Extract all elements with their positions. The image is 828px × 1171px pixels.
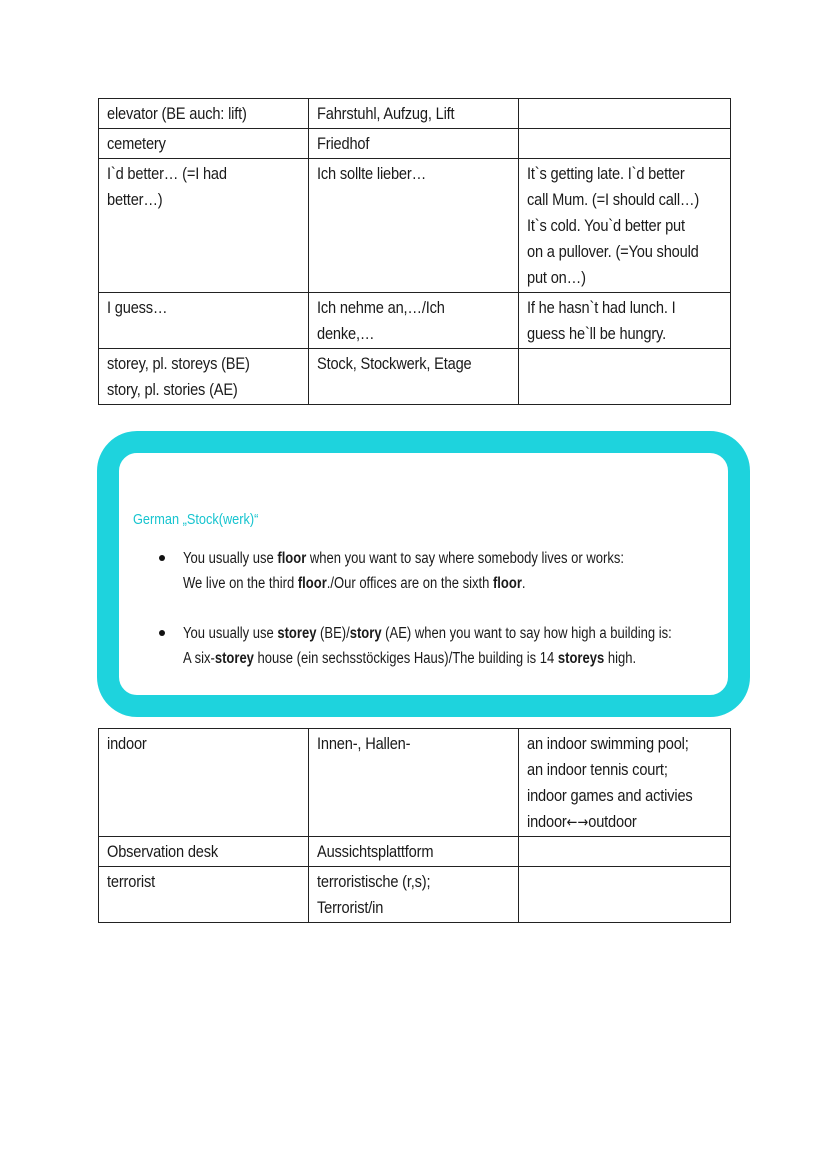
table-row (99, 99, 731, 129)
english-term: Observation desk (99, 837, 309, 867)
vocabulary-table-2 (98, 728, 731, 923)
bullet-line: We live on the third floor./Our offices are on the sixth floor. (183, 575, 526, 592)
english-term: cemetery (99, 129, 309, 159)
left-right-arrows-icon: ←→ (566, 813, 589, 831)
german-translation: Ich nehme an,…/Ich denke,… (309, 293, 519, 349)
german-translation: Innen-, Hallen- (309, 729, 519, 837)
english-term: I guess… (99, 293, 309, 349)
german-translation: Ich sollte lieber… (309, 159, 519, 293)
example-sentence (519, 99, 731, 129)
german-translation: Fahrstuhl, Aufzug, Lift (309, 99, 519, 129)
example-sentence: an indoor swimming pool; an indoor tennis court; indoor games and activies indoor←→outdoor (519, 729, 731, 837)
bullet-line: A six-storey house (ein sechsstöckiges Haus)/The building is 14 storeys high. (183, 650, 637, 667)
german-translation: Friedhof (309, 129, 519, 159)
german-translation: terroristische (r,s); Terrorist/in (309, 867, 519, 923)
table-row (99, 349, 731, 405)
indoor-outdoor-line: indoor←→outdoor (527, 812, 637, 831)
vocabulary-table-1 (98, 98, 731, 405)
bullet-line: You usually use storey (BE)/story (AE) when you want to say how high a building is: (183, 625, 672, 642)
table-row (99, 293, 731, 349)
english-term: storey, pl. storeys (BE) story, pl. stories (AE) (99, 349, 309, 405)
bullet-line: You usually use floor when you want to say where somebody lives or works: (183, 550, 624, 567)
table-row (99, 867, 731, 923)
info-bullet-floor (159, 546, 708, 596)
info-box (97, 431, 750, 717)
example-sentence: If he hasn`t had lunch. I guess he`ll be hungry. (519, 293, 731, 349)
german-translation: Stock, Stockwerk, Etage (309, 349, 519, 405)
table-row (99, 159, 731, 293)
info-box-title: German „Stock(werk)“ (133, 511, 259, 528)
table-row (99, 129, 731, 159)
example-sentence (519, 837, 731, 867)
example-sentence (519, 349, 731, 405)
example-sentence: It`s getting late. I`d better call Mum. (=I should call…) It`s cold. You`d better put on a pullover. (=You should put on…) (519, 159, 731, 293)
example-sentence (519, 867, 731, 923)
german-translation: Aussichtsplattform (309, 837, 519, 867)
table-row (99, 729, 731, 837)
english-term: terrorist (99, 867, 309, 923)
table-row (99, 837, 731, 867)
english-term: I`d better… (=I had better…) (99, 159, 309, 293)
english-term: indoor (99, 729, 309, 837)
bullet-dot-icon (159, 555, 165, 561)
example-sentence (519, 129, 731, 159)
info-bullet-storey (159, 621, 765, 671)
bullet-dot-icon (159, 630, 165, 636)
english-term: elevator (BE auch: lift) (99, 99, 309, 129)
